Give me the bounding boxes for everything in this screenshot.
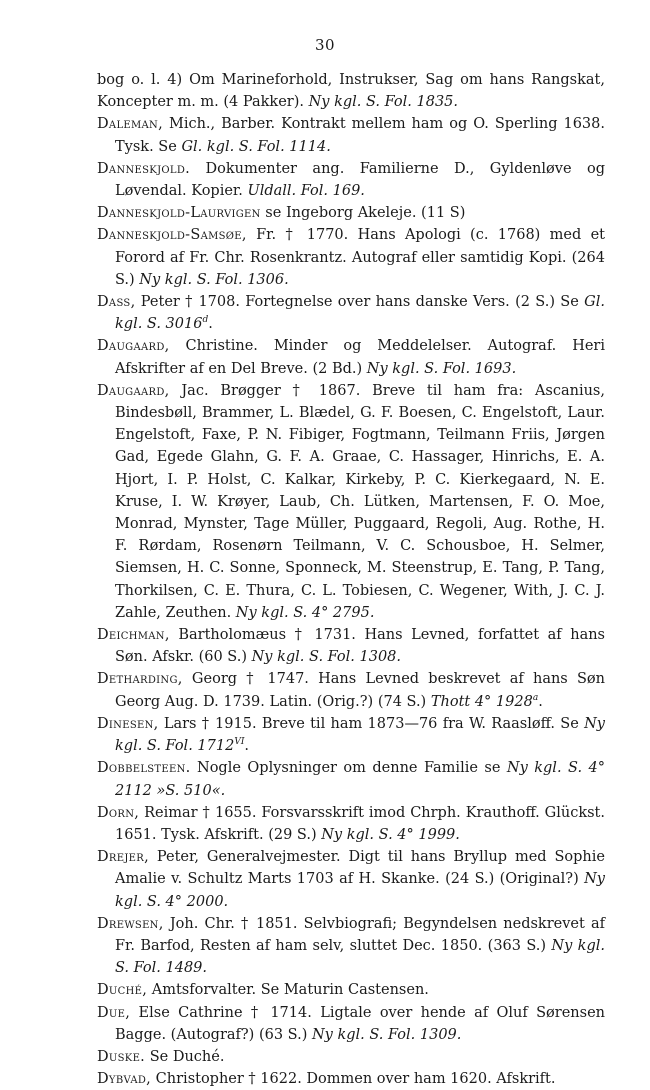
- entry-reference: Ny kgl. S. 4° 2112 »S. 510«.: [115, 760, 605, 799]
- catalog-entry: [97, 224, 605, 291]
- catalog-entry: [97, 158, 605, 202]
- entry-text: Christopher † 1622. Dommen over ham 1620. Afskrift.: [151, 1071, 556, 1088]
- entry-name: Dobbelsteen.: [97, 760, 191, 777]
- entry-name: Drewsen,: [97, 915, 164, 932]
- entry-text: Else Cathrine † 1714. Ligtale over hende af Oluf Sørensen Bagge. (Autograf?) (63 S.): [115, 1004, 605, 1043]
- entry-text: Reimar † 1655. Forsvarsskrift imod Chrph. Krauthoff. Glückst. 1651. Tysk. Afskrift. (29 S.): [115, 804, 605, 843]
- reference-suffix: VI: [234, 737, 245, 748]
- entry-text: bog o. l. 4) Om Marineforhold, Instrukser, Sag om hans Rangskat, Koncepter m. m. (4 Pakker).: [97, 72, 605, 111]
- reference-tail: .: [208, 316, 213, 333]
- entry-text: Se Duché.: [145, 1048, 225, 1065]
- entry-text: Fr. † 1770. Hans Apologi (c. 1768) med et Forord af Fr. Chr. Rosenkrantz. Autograf eller samtidig Kopi. (264 S.): [115, 227, 605, 288]
- entry-reference: Ny kgl. S. Fol. 1835.: [308, 94, 459, 111]
- entry-text: Dokumenter ang. Familierne D., Gyldenløve og Løvendal. Kopier.: [115, 160, 605, 200]
- entry-name: Daugaard,: [97, 338, 170, 355]
- entry-name: Dorn,: [97, 804, 140, 821]
- entry-text: se Ingeborg Akeleje. (11 S): [260, 205, 466, 222]
- reference-suffix: a: [532, 692, 539, 703]
- entry-reference: Gl. kgl. S. 3016: [115, 294, 605, 333]
- entry-text: Bartholomæus † 1731. Hans Levned, forfattet af hans Søn. Afskr. (60 S.): [115, 627, 605, 666]
- entry-reference: Gl. kgl. S. Fol. 1114.: [181, 138, 331, 155]
- catalog-entry: [97, 113, 605, 157]
- entry-name: Due,: [97, 1004, 131, 1021]
- entry-text: Georg † 1747. Hans Levned beskrevet af hans Søn Georg Aug. D. 1739. Latin. (Orig.?) (74 S.): [115, 671, 605, 710]
- entry-reference: Ny kgl. S. Fol. 1489.: [115, 937, 605, 977]
- entry-name: Danneskjold-Laurvigen: [97, 205, 261, 222]
- entry-text: Joh. Chr. † 1851. Selvbiografi; Begyndelsen nedskrevet af Fr. Barfod, Resten af ham selv, sluttet Dec. 1850. (363 S.): [115, 915, 605, 954]
- catalog-entry: [97, 1046, 605, 1068]
- entry-reference: Ny kgl. S. 4° 2000.: [115, 871, 605, 910]
- entry-text: Peter † 1708. Fortegnelse over hans danske Vers. (2 S.) Se: [135, 294, 585, 311]
- entry-name: Duché,: [97, 982, 148, 999]
- reference-suffix: d: [202, 315, 209, 326]
- catalog-entry: [97, 69, 605, 113]
- catalog-entry: [97, 1068, 605, 1090]
- catalog-entry: [97, 1002, 605, 1046]
- entry-reference: Uldall. Fol. 169.: [247, 183, 365, 200]
- entry-name: Daugaard,: [97, 382, 170, 399]
- catalog-entry: [97, 335, 605, 379]
- catalog-entry: [97, 624, 605, 668]
- entry-reference: Ny kgl. S. Fol. 1308.: [251, 649, 402, 666]
- catalog-entry: [97, 802, 605, 846]
- entry-text: Mich., Barber. Kontrakt mellem ham og O. Sperling 1638. Tysk. Se: [115, 116, 605, 155]
- entry-name: Danneskjold.: [97, 160, 191, 177]
- entry-text: Peter, Generalvejmester. Digt til hans Bryllup med Sophie Amalie v. Schultz Marts 1703 af H. Skanke. (24 S.) (Original?): [115, 849, 605, 888]
- entry-reference: Ny kgl. S. Fol. 1309.: [311, 1026, 462, 1043]
- entry-reference: Ny kgl. S. Fol. 1306.: [139, 271, 289, 288]
- entry-reference: Thott 4° 1928: [430, 693, 533, 710]
- reference-tail: .: [244, 738, 249, 755]
- reference-tail: .: [538, 693, 543, 710]
- entry-list: [97, 69, 605, 1090]
- catalog-entry: [97, 913, 605, 980]
- entry-name: Danneskjold-Samsøe,: [97, 227, 247, 244]
- entry-name: Deichman,: [97, 627, 170, 644]
- catalog-entry: [97, 846, 605, 913]
- entry-name: Dinesen,: [97, 715, 159, 732]
- entry-text: Amtsforvalter. Se Maturin Castensen.: [147, 982, 429, 999]
- entry-reference: Ny kgl. S. Fol. 1693.: [366, 360, 517, 377]
- catalog-entry: [97, 291, 605, 335]
- entry-reference: Ny kgl. S. Fol. 1712: [115, 715, 605, 755]
- entry-text: Lars † 1915. Breve til ham 1873—76 fra W. Raasløff. Se: [158, 715, 585, 732]
- entry-reference: Ny kgl. S. 4° 1999.: [321, 826, 460, 843]
- entry-reference: Ny kgl. S. 4° 2795.: [235, 604, 375, 621]
- catalog-entry: [97, 757, 605, 801]
- entry-name: Duske.: [97, 1048, 146, 1065]
- catalog-entry: [97, 380, 605, 624]
- entry-name: Detharding,: [97, 671, 183, 688]
- catalog-entry: [97, 202, 605, 224]
- catalog-entry: [97, 713, 605, 757]
- entry-name: Drejer,: [97, 849, 150, 866]
- entry-name: Dass,: [97, 294, 136, 311]
- entry-name: Daleman,: [97, 116, 164, 133]
- entry-text: Nogle Oplysninger om denne Familie se: [190, 760, 507, 777]
- entry-text: Jac. Brøgger † 1867. Breve til ham fra: Ascanius, Bindesbøll, Brammer, L. Blædel, G. F. Boesen, C. Engelstoft, Laur. Engelstoft, Faxe, P. N. Fibiger, Fogtmann, Teilmann Friis, Jørgen Gad, Egede Glahn, G. F. A. Graae, C. Hassager, Hinrichs, E. A. Hjort, I. P. Holst, C. Kalkar, Kirkeby, P. C. Kierkegaard, N. E. Kruse, I. W. Krøyer, Laub, Ch. Lütken, Martensen, F. O. Moe, Monrad, Mynster, Tage Müller, Puggaard, Regoli, Aug. Rothe, H. F. Rørdam, Rosenørn Teilmann, V. C. Schousboe, H. Selmer, Siemsen, H. C. Sonne, Sponneck, M. Steenstrup, E. Tang, P. Tang, Thorkilsen, C. E. Thura, C. L. Tobiesen, C. Wegener, With, J. C. J. Zahle, Zeuthen.: [115, 382, 605, 621]
- entry-text: Christine. Minder og Meddelelser. Autograf. Heri Afskrifter af en Del Breve. (2 Bd.): [115, 338, 605, 377]
- page-number: 30: [314, 36, 336, 54]
- catalog-entry: [97, 668, 605, 712]
- catalog-entry: [97, 979, 605, 1001]
- entry-name: Dybvad,: [97, 1071, 152, 1088]
